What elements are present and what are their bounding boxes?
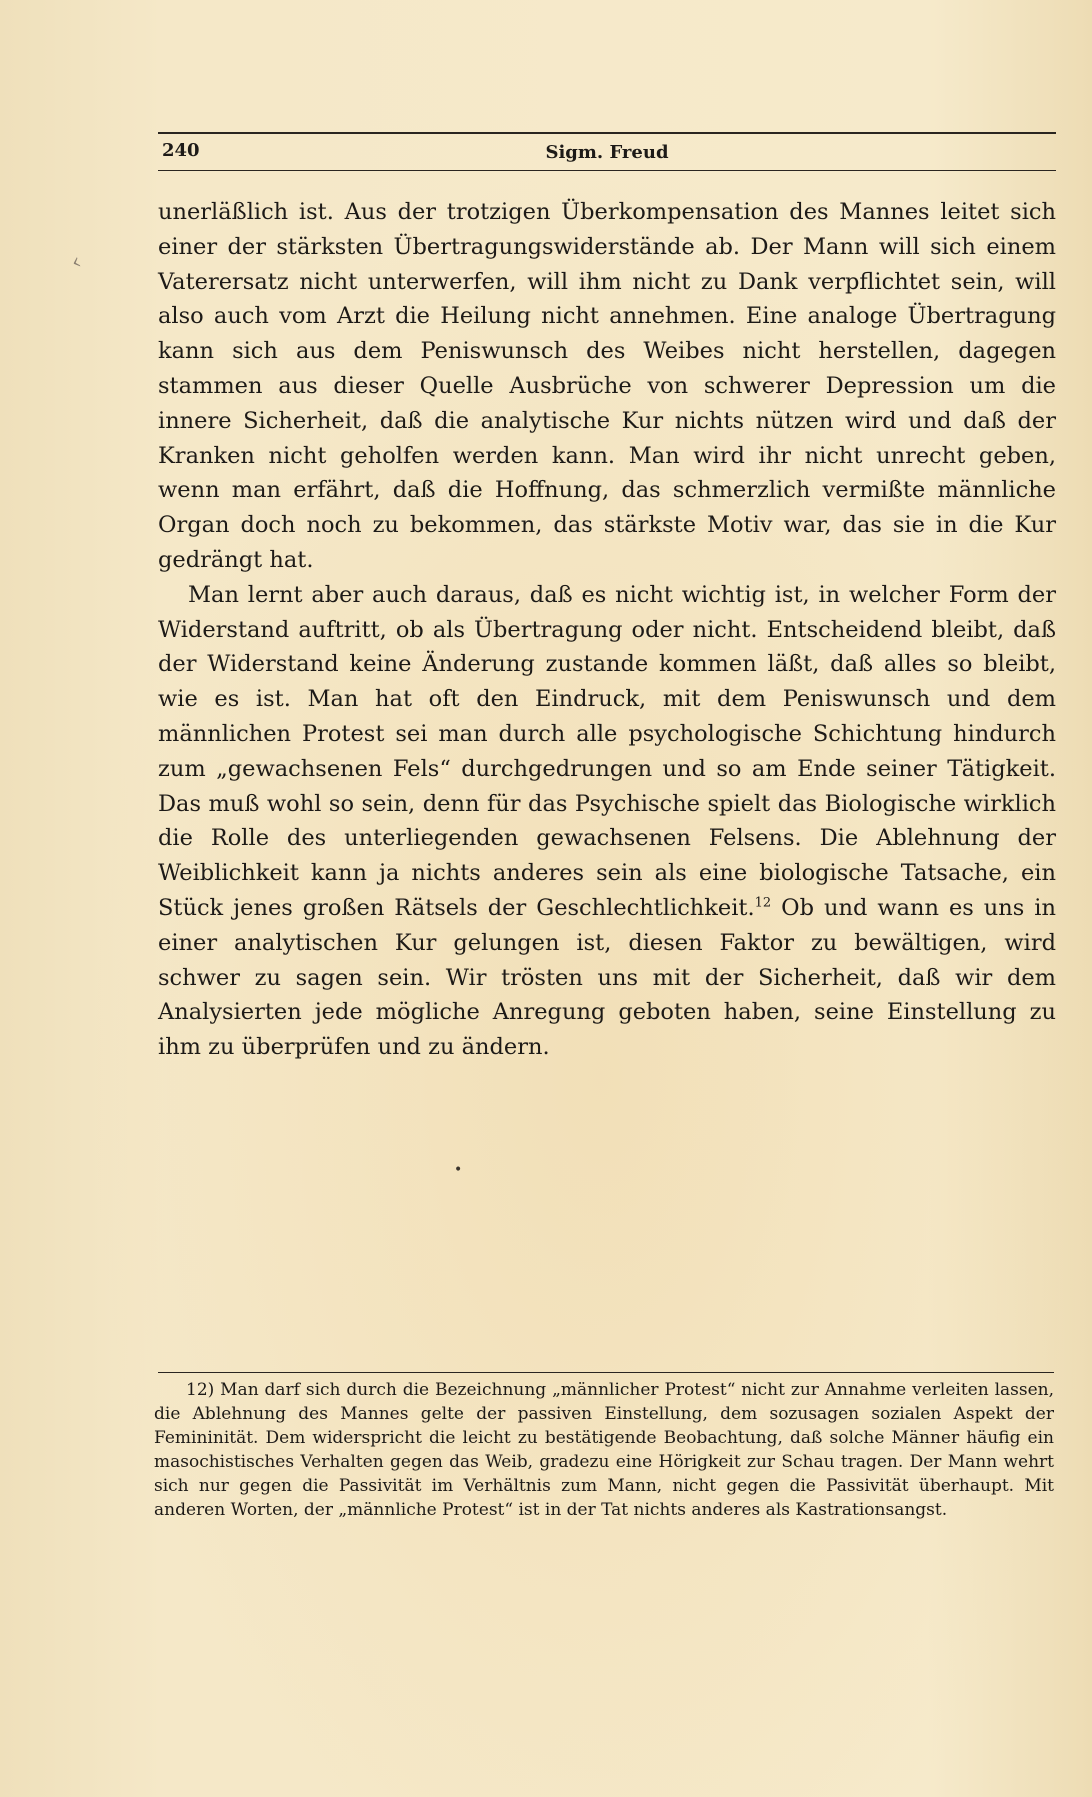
footnote bbox=[154, 1378, 1054, 1522]
margin-pencil-mark: ‹ bbox=[67, 249, 85, 276]
paragraph-1: unerläßlich ist. Aus der trotzigen Überkompensation des Mannes leitet sich einer der stärksten Übertragungswiderstände ab. Der Mann will sich einem Vaterersatz nicht unterwerfen, will ihm nicht zu Dank verpflichtet sein, will also auch vom Arzt die Heilung nicht annehmen. Eine analoge Übertragung kann sich aus dem Peniswunsch des Weibes nicht herstellen, dagegen stammen aus dieser Quelle Ausbrüche von schwerer Depression um die innere Sicherheit, daß die analytische Kur nichts nützen wird und daß der Kranken nicht geholfen werden kann. Man wird ihr nicht unrecht geben, wenn man erfährt, daß die Hoffnung, das schmerzlich vermißte männliche Organ doch noch zu bekommen, das stärkste Motiv war, das sie in die Kur gedrängt hat. bbox=[158, 199, 1056, 573]
page-number: 240 bbox=[162, 140, 200, 161]
running-head: Sigm. Freud bbox=[545, 142, 669, 163]
body-text bbox=[158, 195, 1056, 1065]
paragraph-2 bbox=[158, 578, 1056, 1065]
footnote-reference: 12 bbox=[754, 895, 772, 911]
paragraph-2-end: Ob und wann es uns in einer analytischen Kur gelungen ist, diesen Faktor zu bewältigen, wird schwer zu sagen sein. Wir trösten uns mit der Sicherheit, daß wir dem Analysierten jede mögliche Anregung geboten haben, seine Einstellung zu ihm zu überprüfen und zu ändern. bbox=[158, 894, 1056, 1061]
footnote-text: 12) Man darf sich durch die Bezeichnung „männlicher Protest“ nicht zur Annahme verleiten lassen, die Ablehnung des Mannes gelte der passiven Einstellung, dem sozusagen sozialen Aspekt der Femininität. Dem widerspricht die leicht zu bestätigende Beobachtung, daß solche Männer häufig ein masochistisches Verhalten gegen das Weib, gradezu eine Hörigkeit zur Schau tragen. Der Mann wehrt sich nur gegen die Passivität im Verhältnis zum Mann, nicht gegen die Passivität überhaupt. Mit anderen Worten, der „männliche Protest“ ist in der Tat nichts anderes als Kastrationsangst. bbox=[154, 1380, 1054, 1520]
footnote-rule bbox=[158, 1372, 1054, 1373]
page-header bbox=[158, 132, 1056, 171]
stray-dot-mark: • bbox=[454, 1162, 463, 1178]
paragraph-2-main: Man lernt aber auch daraus, daß es nicht wichtig ist, in welcher Form der Widerstand auftritt, ob als Übertragung oder nicht. Entscheidend bleibt, daß der Widerstand keine Änderung zustande kommen läßt, daß alles so bleibt, wie es ist. Man hat oft den Eindruck, mit dem Peniswunsch und dem männlichen Protest sei man durch alle psychologische Schichtung hindurch zum „gewachsenen Fels“ durchgedrungen und so am Ende seiner Tätigkeit. Das muß wohl so sein, denn für das Psychische spielt das Biologische wirklich die Rolle des unterliegenden gewachsenen Felsens. Die Ablehnung der Weiblichkeit kann ja nichts anderes sein als eine biologische Tatsache, ein Stück jenes großen Rätsels der Geschlechtlichkeit. bbox=[158, 581, 1056, 921]
